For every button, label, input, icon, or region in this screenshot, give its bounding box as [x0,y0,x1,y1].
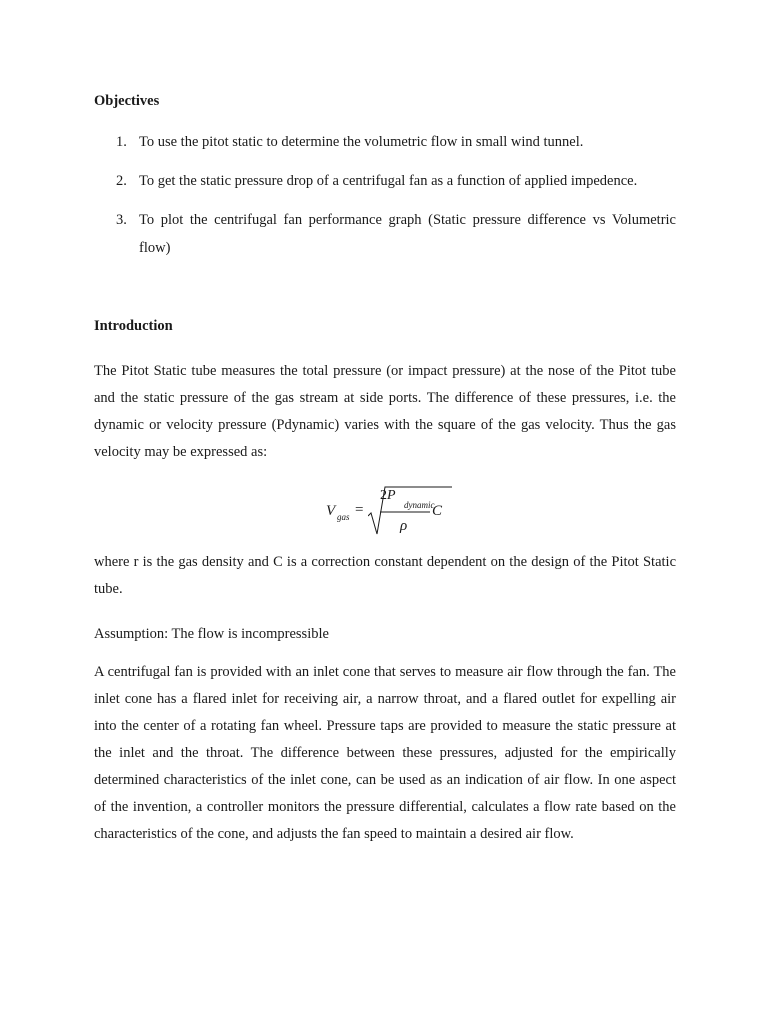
objective-number: 3. [116,212,127,228]
intro-paragraph-1: The Pitot Static tube measures the total pressure (or impact pressure) at the nose of the Pitot tube and the static pressure of the gas stream at side ports. The difference of these pressures, i.e. the dynamic or velocity pressure (Pdynamic) varies with the square of the gas velocity. Thus the gas velocity may be expressed as: [94,363,676,460]
equation-lhs-subscript: gas [337,512,350,522]
intro-paragraph-3: A centrifugal fan is provided with an inlet cone that serves to measure air flow through the fan. The inlet cone has a flared inlet for receiving air, a narrow throat, and a flared outlet for expelling air into the center of a rotating fan wheel. Pressure taps are provided to measure the static pressure at the inlet and the throat. The difference between these pressures, adjusted for the empirically determined characteristics of the inlet cone, can be used as an indication of air flow. In one aspect of the invention, a controller monitors the pressure differential, calculates a flow rate based on the characteristics of the cone, and adjusts the fan speed to maintain a desired air flow. [94,664,676,842]
objective-text: To plot the centrifugal fan performance graph (Static pressure difference vs Volumetric flow) [139,212,676,256]
intro-paragraph-2: where r is the gas density and C is a correction constant dependent on the design of the Pitot Static tube. [94,554,676,597]
numerator-subscript: dynamic [404,500,435,510]
gas-velocity-equation [324,484,454,540]
objectives-heading: Objectives [94,93,160,109]
objective-item-1 [116,128,676,156]
equation-equals: = [355,502,364,518]
objective-item-2 [116,167,676,195]
objective-text: To get the static pressure drop of a centrifugal fan as a function of applied impedence. [139,173,638,189]
objective-number: 2. [116,173,127,189]
assumption-line: Assumption: The flow is incompressible [94,626,329,642]
equation-numerator [380,488,396,504]
numerator-coefficient: 2 [380,488,387,503]
equation-factor: C [432,503,443,519]
numerator-variable: P [387,488,396,503]
introduction-heading: Introduction [94,318,173,334]
equation-denominator: ρ [400,518,408,534]
equation-lhs: V [326,503,336,519]
objective-item-3 [116,206,676,262]
objective-number: 1. [116,134,127,150]
objective-text: To use the pitot static to determine the volumetric flow in small wind tunnel. [139,134,584,150]
